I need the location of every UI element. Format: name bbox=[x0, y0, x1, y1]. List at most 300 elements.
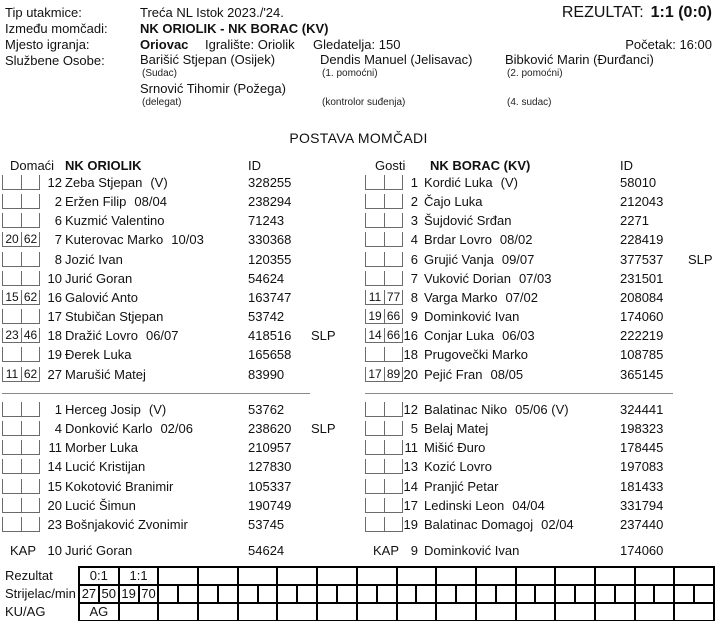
player-name: Belaj Matej bbox=[424, 421, 489, 436]
player-number: 4 bbox=[54, 421, 62, 436]
result-cell bbox=[636, 568, 676, 586]
player-info: 07/02 bbox=[505, 290, 539, 305]
teams-label: Između momčadi: bbox=[5, 21, 108, 36]
player-name: Dominković Ivan bbox=[424, 543, 520, 558]
sub-minute-cells bbox=[2, 459, 40, 474]
sub-minute-cells bbox=[2, 309, 40, 324]
player-number: 27 bbox=[47, 367, 62, 382]
sub-number-cell bbox=[365, 175, 384, 190]
kuag-cell bbox=[636, 604, 676, 621]
captain-row bbox=[0, 541, 360, 560]
sub-number-cell bbox=[2, 402, 21, 417]
sub-minute-cells bbox=[2, 194, 40, 209]
player-number: 10 bbox=[47, 271, 62, 286]
score-grid bbox=[78, 566, 715, 621]
sub-minute-cells bbox=[2, 271, 40, 286]
sub-number-cell bbox=[2, 498, 21, 513]
scorer-minute-cell bbox=[497, 586, 517, 604]
player-row bbox=[363, 515, 717, 534]
player-number: 14 bbox=[403, 479, 418, 494]
result-cell: 0:1 bbox=[80, 568, 120, 586]
player-name: Eržen Filip 08/04 bbox=[65, 194, 167, 209]
player-id: 83990 bbox=[248, 367, 285, 382]
player-number: 2 bbox=[54, 194, 62, 209]
player-id: 54624 bbox=[248, 271, 285, 286]
player-row bbox=[0, 365, 360, 384]
sub-minute-cells bbox=[2, 479, 40, 494]
sub-minute-cells bbox=[2, 347, 40, 362]
player-row bbox=[0, 307, 360, 326]
player-id: 198323 bbox=[620, 421, 664, 436]
scorer-minute-cell bbox=[517, 586, 537, 604]
player-id: 237440 bbox=[620, 517, 664, 532]
side-label: Gosti bbox=[375, 158, 406, 173]
player-info: 07/03 bbox=[518, 271, 552, 286]
team-name: NK ORIOLIK bbox=[65, 158, 142, 173]
player-row bbox=[363, 496, 717, 515]
player-id: 377537 bbox=[620, 252, 664, 267]
scorer-minute-cell bbox=[199, 586, 219, 604]
scorer-minute-cell bbox=[556, 586, 576, 604]
venue-label: Igralište: bbox=[205, 37, 255, 52]
player-info: 09/07 bbox=[501, 252, 535, 267]
player-info: 02/04 bbox=[541, 517, 574, 532]
player-id: 418516 bbox=[248, 328, 292, 343]
player-name: Bošnjaković Zvonimir bbox=[65, 517, 188, 532]
player-row bbox=[0, 438, 360, 457]
sub-number-cell: 17 bbox=[365, 367, 384, 382]
player-name: Grujić Vanja 09/07 bbox=[424, 252, 535, 267]
player-number: 2 bbox=[410, 194, 418, 209]
sub-number-cell bbox=[2, 175, 21, 190]
player-number: 6 bbox=[54, 213, 62, 228]
player-row bbox=[0, 230, 360, 249]
player-name: Kuzmić Valentino bbox=[65, 213, 165, 228]
result-line bbox=[562, 3, 712, 22]
result-cell bbox=[318, 568, 358, 586]
player-row bbox=[363, 288, 717, 307]
kuag-cell bbox=[159, 604, 199, 621]
scorer-minute-cell bbox=[298, 586, 318, 604]
result-cell bbox=[199, 568, 239, 586]
scorer-row-label: Strijelac/min bbox=[5, 586, 76, 601]
player-number: 1 bbox=[54, 402, 62, 417]
player-number: 7 bbox=[54, 232, 62, 247]
player-name: Čajo Luka bbox=[424, 194, 483, 209]
kuag-cell bbox=[318, 604, 358, 621]
sub-number-cell: 23 bbox=[2, 328, 21, 343]
sub-number-cell bbox=[2, 347, 21, 362]
scorer-minute-cell bbox=[278, 586, 298, 604]
player-info: 08/02 bbox=[499, 232, 533, 247]
player-row bbox=[0, 419, 360, 438]
player-number: 19 bbox=[403, 517, 418, 532]
player-row bbox=[363, 192, 717, 211]
sub-number-cell bbox=[2, 440, 21, 455]
place-value: Oriovac bbox=[140, 37, 189, 52]
scorer-minute-cell bbox=[636, 586, 656, 604]
sub-minute-cell: 77 bbox=[384, 290, 403, 305]
sub-number-cell: 14 bbox=[365, 328, 384, 343]
venue-line bbox=[205, 37, 295, 52]
official-role: (2. pomoćni) bbox=[507, 68, 563, 79]
scorer-minute-cell bbox=[536, 586, 556, 604]
player-id: 365145 bbox=[620, 367, 664, 382]
player-info: 04/04 bbox=[512, 498, 545, 513]
official-role: (kontrolor suđenja) bbox=[322, 97, 406, 108]
player-number: 17 bbox=[403, 498, 418, 513]
player-id: 228419 bbox=[620, 232, 664, 247]
sub-minute-cells bbox=[2, 328, 40, 343]
player-id: 197083 bbox=[620, 459, 664, 474]
sub-number-cell bbox=[365, 440, 384, 455]
kuag-cell bbox=[596, 604, 636, 621]
sub-number-cell: 15 bbox=[2, 290, 21, 305]
player-number: 4 bbox=[410, 232, 418, 247]
sub-number-cell bbox=[2, 271, 21, 286]
player-info: 08/05 bbox=[490, 367, 524, 382]
player-row bbox=[363, 400, 717, 419]
sub-number-cell: 11 bbox=[365, 290, 384, 305]
player-number: 11 bbox=[404, 440, 418, 455]
kuag-cell bbox=[398, 604, 438, 621]
scorer-minute-cell bbox=[358, 586, 378, 604]
player-info: 10/03 bbox=[171, 232, 204, 247]
player-number: 23 bbox=[47, 517, 62, 532]
sub-number-cell bbox=[365, 498, 384, 513]
scorer-minute-cell bbox=[477, 586, 497, 604]
player-name: Lucić Kristijan bbox=[65, 459, 146, 474]
sub-number-cell: 20 bbox=[2, 232, 21, 247]
player-row bbox=[0, 173, 360, 192]
player-name: Jozić Ivan bbox=[65, 252, 123, 267]
player-name: Pejić Fran 08/05 bbox=[424, 367, 524, 382]
scorer-minute-cell bbox=[596, 586, 616, 604]
home-lineup-column bbox=[0, 152, 360, 560]
player-name: Zeba Stjepan (V) bbox=[65, 175, 168, 190]
starters-subs-divider bbox=[2, 393, 310, 394]
sub-number-cell bbox=[365, 421, 384, 436]
player-id: 181433 bbox=[620, 479, 664, 494]
sub-minute-cell: 46 bbox=[21, 328, 40, 343]
player-id: 238294 bbox=[248, 194, 292, 209]
player-number: 3 bbox=[410, 213, 418, 228]
sub-minute-cells bbox=[2, 440, 40, 455]
player-name: Pranjić Petar bbox=[424, 479, 499, 494]
player-row bbox=[0, 326, 360, 345]
id-column-header: ID bbox=[620, 158, 633, 173]
sub-number-cell bbox=[365, 517, 384, 532]
sub-number-cell bbox=[2, 252, 21, 267]
player-number: 1 bbox=[410, 175, 418, 190]
sub-minute-cells bbox=[2, 367, 40, 382]
player-number: 12 bbox=[47, 175, 62, 190]
player-number: 15 bbox=[47, 479, 62, 494]
player-name: Herceg Josip (V) bbox=[65, 402, 167, 417]
sub-number-cell bbox=[2, 309, 21, 324]
player-number: 6 bbox=[410, 252, 418, 267]
kuag-cell bbox=[239, 604, 279, 621]
player-row bbox=[363, 250, 717, 269]
sub-number-cell: 11 bbox=[2, 367, 21, 382]
sub-number-cell bbox=[365, 213, 384, 228]
player-id: 165658 bbox=[248, 347, 292, 362]
officials-label: Službene Osobe: bbox=[5, 53, 105, 68]
player-number: 12 bbox=[403, 402, 418, 417]
result-cell bbox=[358, 568, 398, 586]
player-id: 238620 bbox=[248, 421, 292, 436]
official-role: (1. pomoćni) bbox=[322, 68, 378, 79]
player-row bbox=[363, 307, 717, 326]
player-row bbox=[363, 269, 717, 288]
sub-minute-cells bbox=[2, 498, 40, 513]
official-name: Barišić Stjepan (Osijek) bbox=[140, 52, 276, 67]
sub-number-cell bbox=[2, 517, 21, 532]
kuag-cell bbox=[517, 604, 557, 621]
player-number: 16 bbox=[403, 328, 418, 343]
sub-minute-cells bbox=[2, 517, 40, 532]
scorer-minute-cell bbox=[338, 586, 358, 604]
official-role: (4. sudac) bbox=[507, 97, 552, 108]
player-row bbox=[363, 230, 717, 249]
player-row bbox=[363, 419, 717, 438]
away-lineup-column bbox=[363, 152, 717, 560]
spectators-value: 150 bbox=[378, 37, 401, 52]
sub-minute-cells bbox=[2, 175, 40, 190]
starters-subs-divider bbox=[365, 393, 673, 394]
player-name: Kozić Lovro bbox=[424, 459, 492, 474]
player-row bbox=[363, 345, 717, 364]
player-row bbox=[0, 250, 360, 269]
player-row bbox=[363, 326, 717, 345]
kuag-cell: AG bbox=[80, 604, 120, 621]
player-name: Kokotović Branimir bbox=[65, 479, 174, 494]
player-id: 174060 bbox=[620, 309, 664, 324]
scorer-minute-cell bbox=[259, 586, 279, 604]
spectators-label: Gledatelja: bbox=[313, 37, 376, 52]
sub-number-cell bbox=[365, 194, 384, 209]
player-number: 20 bbox=[47, 498, 62, 513]
player-row bbox=[363, 477, 717, 496]
scorer-minute-cell bbox=[457, 586, 477, 604]
captain-label: KAP bbox=[373, 543, 400, 558]
result-value: 1:1 (0:0) bbox=[650, 4, 712, 21]
scorer-minute-cell bbox=[378, 586, 398, 604]
player-id: 222219 bbox=[620, 328, 664, 343]
player-info: 05/06 (V) bbox=[515, 402, 569, 417]
player-name: Brdar Lovro 08/02 bbox=[424, 232, 533, 247]
result-cell bbox=[398, 568, 438, 586]
scorer-minute-cell: 19 bbox=[120, 586, 140, 604]
player-number: 20 bbox=[403, 367, 418, 382]
player-id: 331794 bbox=[620, 498, 664, 513]
player-name: Marušić Matej bbox=[65, 367, 146, 382]
sub-number-cell bbox=[365, 402, 384, 417]
kuag-cell bbox=[199, 604, 239, 621]
result-cell bbox=[556, 568, 596, 586]
player-id: 53762 bbox=[248, 402, 285, 417]
team-name: NK BORAC (KV) bbox=[430, 158, 531, 173]
official-name: Bibković Marin (Đurđanci) bbox=[505, 52, 654, 67]
kuag-cell bbox=[278, 604, 318, 621]
scorer-minute-cell bbox=[695, 586, 715, 604]
scorer-minute-cell: 70 bbox=[140, 586, 160, 604]
player-name: Mišić Đuro bbox=[424, 440, 486, 455]
player-number: 7 bbox=[410, 271, 418, 286]
official-name: Srnović Tihomir (Požega) bbox=[140, 81, 286, 96]
player-id: 231501 bbox=[620, 271, 664, 286]
player-number: 11 bbox=[48, 440, 62, 455]
player-name: Jurić Goran bbox=[65, 271, 133, 286]
scorer-minute-cell bbox=[437, 586, 457, 604]
sub-minute-cells bbox=[2, 290, 40, 305]
player-id: 53742 bbox=[248, 309, 285, 324]
player-row bbox=[0, 192, 360, 211]
player-number: 14 bbox=[47, 459, 62, 474]
kuag-cell bbox=[437, 604, 477, 621]
sub-minute-cell: 62 bbox=[21, 232, 40, 247]
sub-minute-cell: 89 bbox=[384, 367, 403, 382]
player-info: (V) bbox=[148, 402, 167, 417]
result-cell bbox=[278, 568, 318, 586]
sub-minute-cells bbox=[2, 252, 40, 267]
player-row bbox=[0, 288, 360, 307]
result-cell bbox=[517, 568, 557, 586]
scorer-minute-cell bbox=[239, 586, 259, 604]
player-row bbox=[363, 365, 717, 384]
sub-number-cell bbox=[2, 194, 21, 209]
scorer-minute-cell bbox=[159, 586, 179, 604]
captain-row bbox=[363, 541, 717, 560]
match-type-label: Tip utakmice: bbox=[5, 5, 82, 20]
player-number: 19 bbox=[47, 347, 62, 362]
sub-number-cell bbox=[2, 421, 21, 436]
official-role: (delegat) bbox=[142, 97, 182, 108]
sub-number-cell bbox=[365, 232, 384, 247]
player-number: 17 bbox=[47, 309, 62, 324]
scorer-minute-cell: 50 bbox=[100, 586, 120, 604]
venue-value: Oriolik bbox=[257, 37, 295, 52]
result-cell bbox=[596, 568, 636, 586]
competition-name: Treća NL Istok 2023./'24. bbox=[140, 5, 284, 20]
result-label: REZULTAT: bbox=[561, 4, 644, 21]
id-column-header: ID bbox=[248, 158, 261, 173]
sub-minute-cells bbox=[2, 232, 40, 247]
scorer-minute-cell bbox=[417, 586, 437, 604]
sub-number-cell bbox=[365, 271, 384, 286]
player-number: 9 bbox=[410, 543, 418, 558]
start-line bbox=[625, 37, 712, 52]
player-name: Ledinski Leon 04/04 bbox=[424, 498, 545, 513]
player-name: Morber Luka bbox=[65, 440, 138, 455]
spectators-line bbox=[313, 37, 400, 52]
player-row bbox=[363, 457, 717, 476]
player-id: 105337 bbox=[248, 479, 292, 494]
sub-number-cell bbox=[365, 252, 384, 267]
sub-number-cell bbox=[365, 459, 384, 474]
player-name: Varga Marko 07/02 bbox=[424, 290, 539, 305]
player-info: (V) bbox=[500, 175, 518, 190]
player-id: 174060 bbox=[620, 543, 664, 558]
result-cell bbox=[239, 568, 279, 586]
player-number: 13 bbox=[403, 459, 418, 474]
player-id: 208084 bbox=[620, 290, 664, 305]
player-id: 210957 bbox=[248, 440, 292, 455]
sub-number-cell: 19 bbox=[365, 309, 384, 324]
player-id: 212043 bbox=[620, 194, 664, 209]
scorer-minute-cell bbox=[655, 586, 675, 604]
sub-minute-cells bbox=[2, 402, 40, 417]
kuag-cell bbox=[556, 604, 596, 621]
kuag-cell bbox=[358, 604, 398, 621]
player-number: 8 bbox=[54, 252, 62, 267]
start-label: Početak: bbox=[625, 37, 676, 52]
slp-badge: SLP bbox=[311, 328, 336, 343]
player-row bbox=[0, 400, 360, 419]
player-name: Šujdović Srđan bbox=[424, 213, 512, 228]
player-id: 190749 bbox=[248, 498, 292, 513]
player-id: 120355 bbox=[248, 252, 292, 267]
player-name: Đerek Luka bbox=[65, 347, 132, 362]
player-number: 9 bbox=[410, 309, 418, 324]
player-row bbox=[363, 211, 717, 230]
player-row bbox=[0, 211, 360, 230]
player-info: 06/07 bbox=[145, 328, 179, 343]
player-id: 163747 bbox=[248, 290, 292, 305]
player-name: Stubičan Stjepan bbox=[65, 309, 164, 324]
result-row-label: Rezultat bbox=[5, 568, 53, 583]
scorer-minute-cell bbox=[219, 586, 239, 604]
player-id: 71243 bbox=[248, 213, 285, 228]
sub-number-cell bbox=[2, 479, 21, 494]
side-label: Domaći bbox=[10, 158, 55, 173]
kuag-cell bbox=[675, 604, 715, 621]
player-row bbox=[0, 345, 360, 364]
scorer-minute-cell bbox=[179, 586, 199, 604]
player-row bbox=[0, 269, 360, 288]
player-id: 330368 bbox=[248, 232, 292, 247]
player-name: Prugovečki Marko bbox=[424, 347, 529, 362]
sub-minute-cell: 66 bbox=[384, 328, 403, 343]
sub-number-cell bbox=[365, 347, 384, 362]
sub-number-cell bbox=[2, 459, 21, 474]
result-cell bbox=[477, 568, 517, 586]
official-role: (Sudac) bbox=[142, 68, 178, 79]
player-number: 18 bbox=[47, 328, 62, 343]
official-name: Dendis Manuel (Jelisavac) bbox=[320, 52, 473, 67]
player-number: 18 bbox=[403, 347, 418, 362]
sub-minute-cells bbox=[2, 213, 40, 228]
player-row bbox=[363, 173, 717, 192]
sub-number-cell bbox=[365, 479, 384, 494]
player-row bbox=[0, 457, 360, 476]
player-row bbox=[0, 515, 360, 534]
sub-minute-cells bbox=[2, 421, 40, 436]
player-name: Kuterovac Marko 10/03 bbox=[65, 232, 204, 247]
player-number: 5 bbox=[410, 421, 418, 436]
player-id: 53745 bbox=[248, 517, 285, 532]
place-label: Mjesto igranja: bbox=[5, 37, 90, 52]
player-id: 2271 bbox=[620, 213, 649, 228]
player-id: 54624 bbox=[248, 543, 285, 558]
player-number: 16 bbox=[47, 290, 62, 305]
player-number: 10 bbox=[47, 543, 62, 558]
player-name: Kordić Luka (V) bbox=[424, 175, 518, 190]
player-name: Balatinac Niko 05/06 (V) bbox=[424, 402, 569, 417]
result-cell bbox=[159, 568, 199, 586]
player-info: 08/04 bbox=[134, 194, 167, 209]
player-name: Vuković Dorian 07/03 bbox=[424, 271, 552, 286]
